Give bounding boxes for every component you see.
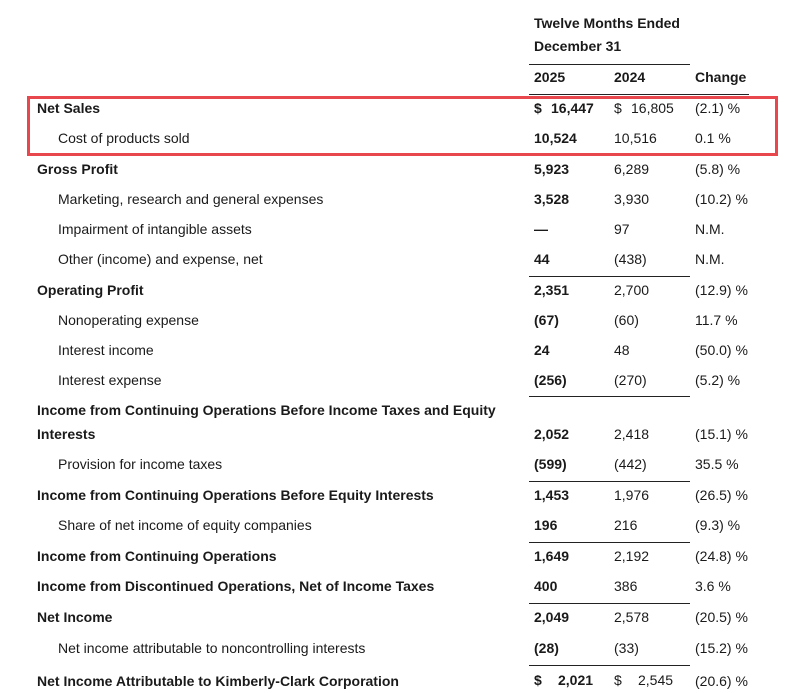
row-label-income-continuing-ops: Income from Continuing Operations [37, 548, 277, 564]
row-label-cost-of-products-sold: Cost of products sold [58, 130, 190, 146]
row-label-income-before-taxes-line2: Interests [37, 426, 96, 442]
value-2024: 48 [614, 342, 630, 358]
change-value: (20.5) % [695, 609, 748, 625]
value-2024: (438) [614, 251, 647, 267]
value-2024: 10,516 [614, 130, 657, 146]
value-2024: 2,578 [614, 609, 650, 625]
value-2024: (60) [614, 312, 639, 328]
value-2025: 10,524 [534, 130, 577, 146]
change-value: 35.5 % [695, 456, 739, 472]
subtotal-rule [529, 481, 690, 482]
value-2024: 97 [614, 221, 630, 237]
row-label-income-discontinued-ops: Income from Discontinued Operations, Net of Income Taxes [37, 578, 435, 594]
value-2025: (256) [534, 372, 567, 388]
column-header-change: Change [695, 69, 747, 85]
change-value: N.M. [695, 251, 725, 267]
change-value: (12.9) % [695, 282, 748, 298]
change-value: (9.3) % [695, 517, 741, 533]
subtotal-rule [529, 542, 690, 543]
value-2025: 400 [534, 578, 558, 594]
change-value: 3.6 % [695, 578, 731, 594]
value-2024: 1,976 [614, 487, 650, 503]
change-value: N.M. [695, 221, 725, 237]
row-label-other-income-expense: Other (income) and expense, net [58, 251, 263, 267]
value-2025: 196 [534, 517, 558, 533]
row-label-net-sales: Net Sales [37, 100, 101, 116]
row-label-operating-profit: Operating Profit [37, 282, 144, 298]
row-label-nonoperating-expense: Nonoperating expense [58, 312, 199, 328]
value-2025: (599) [534, 456, 567, 472]
change-value: (10.2) % [695, 191, 748, 207]
row-label-interest-income: Interest income [58, 342, 154, 358]
value-2024: 2,418 [614, 426, 650, 442]
period-header-line1: Twelve Months Ended [534, 15, 680, 31]
column-header-2025: 2025 [534, 69, 566, 85]
change-value: (20.6) % [695, 673, 748, 689]
value-2024: 2,192 [614, 548, 650, 564]
change-value: (5.8) % [695, 161, 741, 177]
value-2025: 2,052 [534, 426, 570, 442]
highlight-box [27, 96, 778, 156]
row-label-gross-profit: Gross Profit [37, 161, 118, 177]
row-label-provision-income-taxes: Provision for income taxes [58, 456, 223, 472]
row-label-noncontrolling-interests: Net income attributable to noncontrolling interests [58, 640, 366, 656]
change-value: (5.2) % [695, 372, 741, 388]
value-2025: — [534, 221, 548, 237]
row-label-impairment: Impairment of intangible assets [58, 221, 252, 237]
row-label-income-before-equity: Income from Continuing Operations Before Equity Interests [37, 487, 434, 503]
change-value: (2.1) % [695, 100, 741, 116]
value-2025: (67) [534, 312, 559, 328]
value-2025: 1,453 [534, 487, 570, 503]
currency-symbol: $ [614, 672, 622, 688]
subtotal-rule [529, 276, 690, 277]
currency-symbol: $ [534, 672, 542, 688]
column-header-rule [529, 94, 749, 95]
value-2024: 6,289 [614, 161, 650, 177]
currency-symbol: $ [614, 100, 622, 116]
subtotal-rule [529, 665, 690, 666]
row-label-net-income-kimberly-clark: Net Income Attributable to Kimberly-Clark Corporation [37, 673, 399, 689]
currency-symbol: $ [534, 100, 542, 116]
value-2024: (442) [614, 456, 647, 472]
change-value: (15.1) % [695, 426, 748, 442]
change-value: (26.5) % [695, 487, 748, 503]
row-label-income-before-taxes-line1: Income from Continuing Operations Before Income Taxes and Equity [37, 402, 496, 418]
value-2024: (33) [614, 640, 639, 656]
subtotal-rule [529, 603, 690, 604]
row-label-marketing-expenses: Marketing, research and general expenses [58, 191, 324, 207]
header-rule [529, 64, 690, 65]
value-2025: 44 [534, 251, 550, 267]
value-2025: 3,528 [534, 191, 570, 207]
value-2024: 216 [614, 517, 638, 533]
value-2024: 2,545 [638, 672, 674, 688]
value-2025: 1,649 [534, 548, 570, 564]
period-header-line2: December 31 [534, 38, 622, 54]
column-header-2024: 2024 [614, 69, 646, 85]
value-2024: 386 [614, 578, 638, 594]
change-value: (15.2) % [695, 640, 748, 656]
row-label-share-equity-companies: Share of net income of equity companies [58, 517, 312, 533]
value-2025: 2,021 [558, 672, 594, 688]
subtotal-rule [529, 396, 690, 397]
change-value: (24.8) % [695, 548, 748, 564]
row-label-net-income: Net Income [37, 609, 113, 625]
value-2025: 24 [534, 342, 550, 358]
row-label-interest-expense: Interest expense [58, 372, 162, 388]
change-value: (50.0) % [695, 342, 748, 358]
value-2024: 2,700 [614, 282, 650, 298]
value-2024: 16,805 [631, 100, 674, 116]
value-2024: (270) [614, 372, 647, 388]
value-2025: 2,351 [534, 282, 570, 298]
change-value: 0.1 % [695, 130, 731, 146]
value-2024: 3,930 [614, 191, 650, 207]
value-2025: 16,447 [551, 100, 594, 116]
value-2025: 5,923 [534, 161, 570, 177]
value-2025: 2,049 [534, 609, 570, 625]
value-2025: (28) [534, 640, 559, 656]
change-value: 11.7 % [695, 312, 738, 328]
